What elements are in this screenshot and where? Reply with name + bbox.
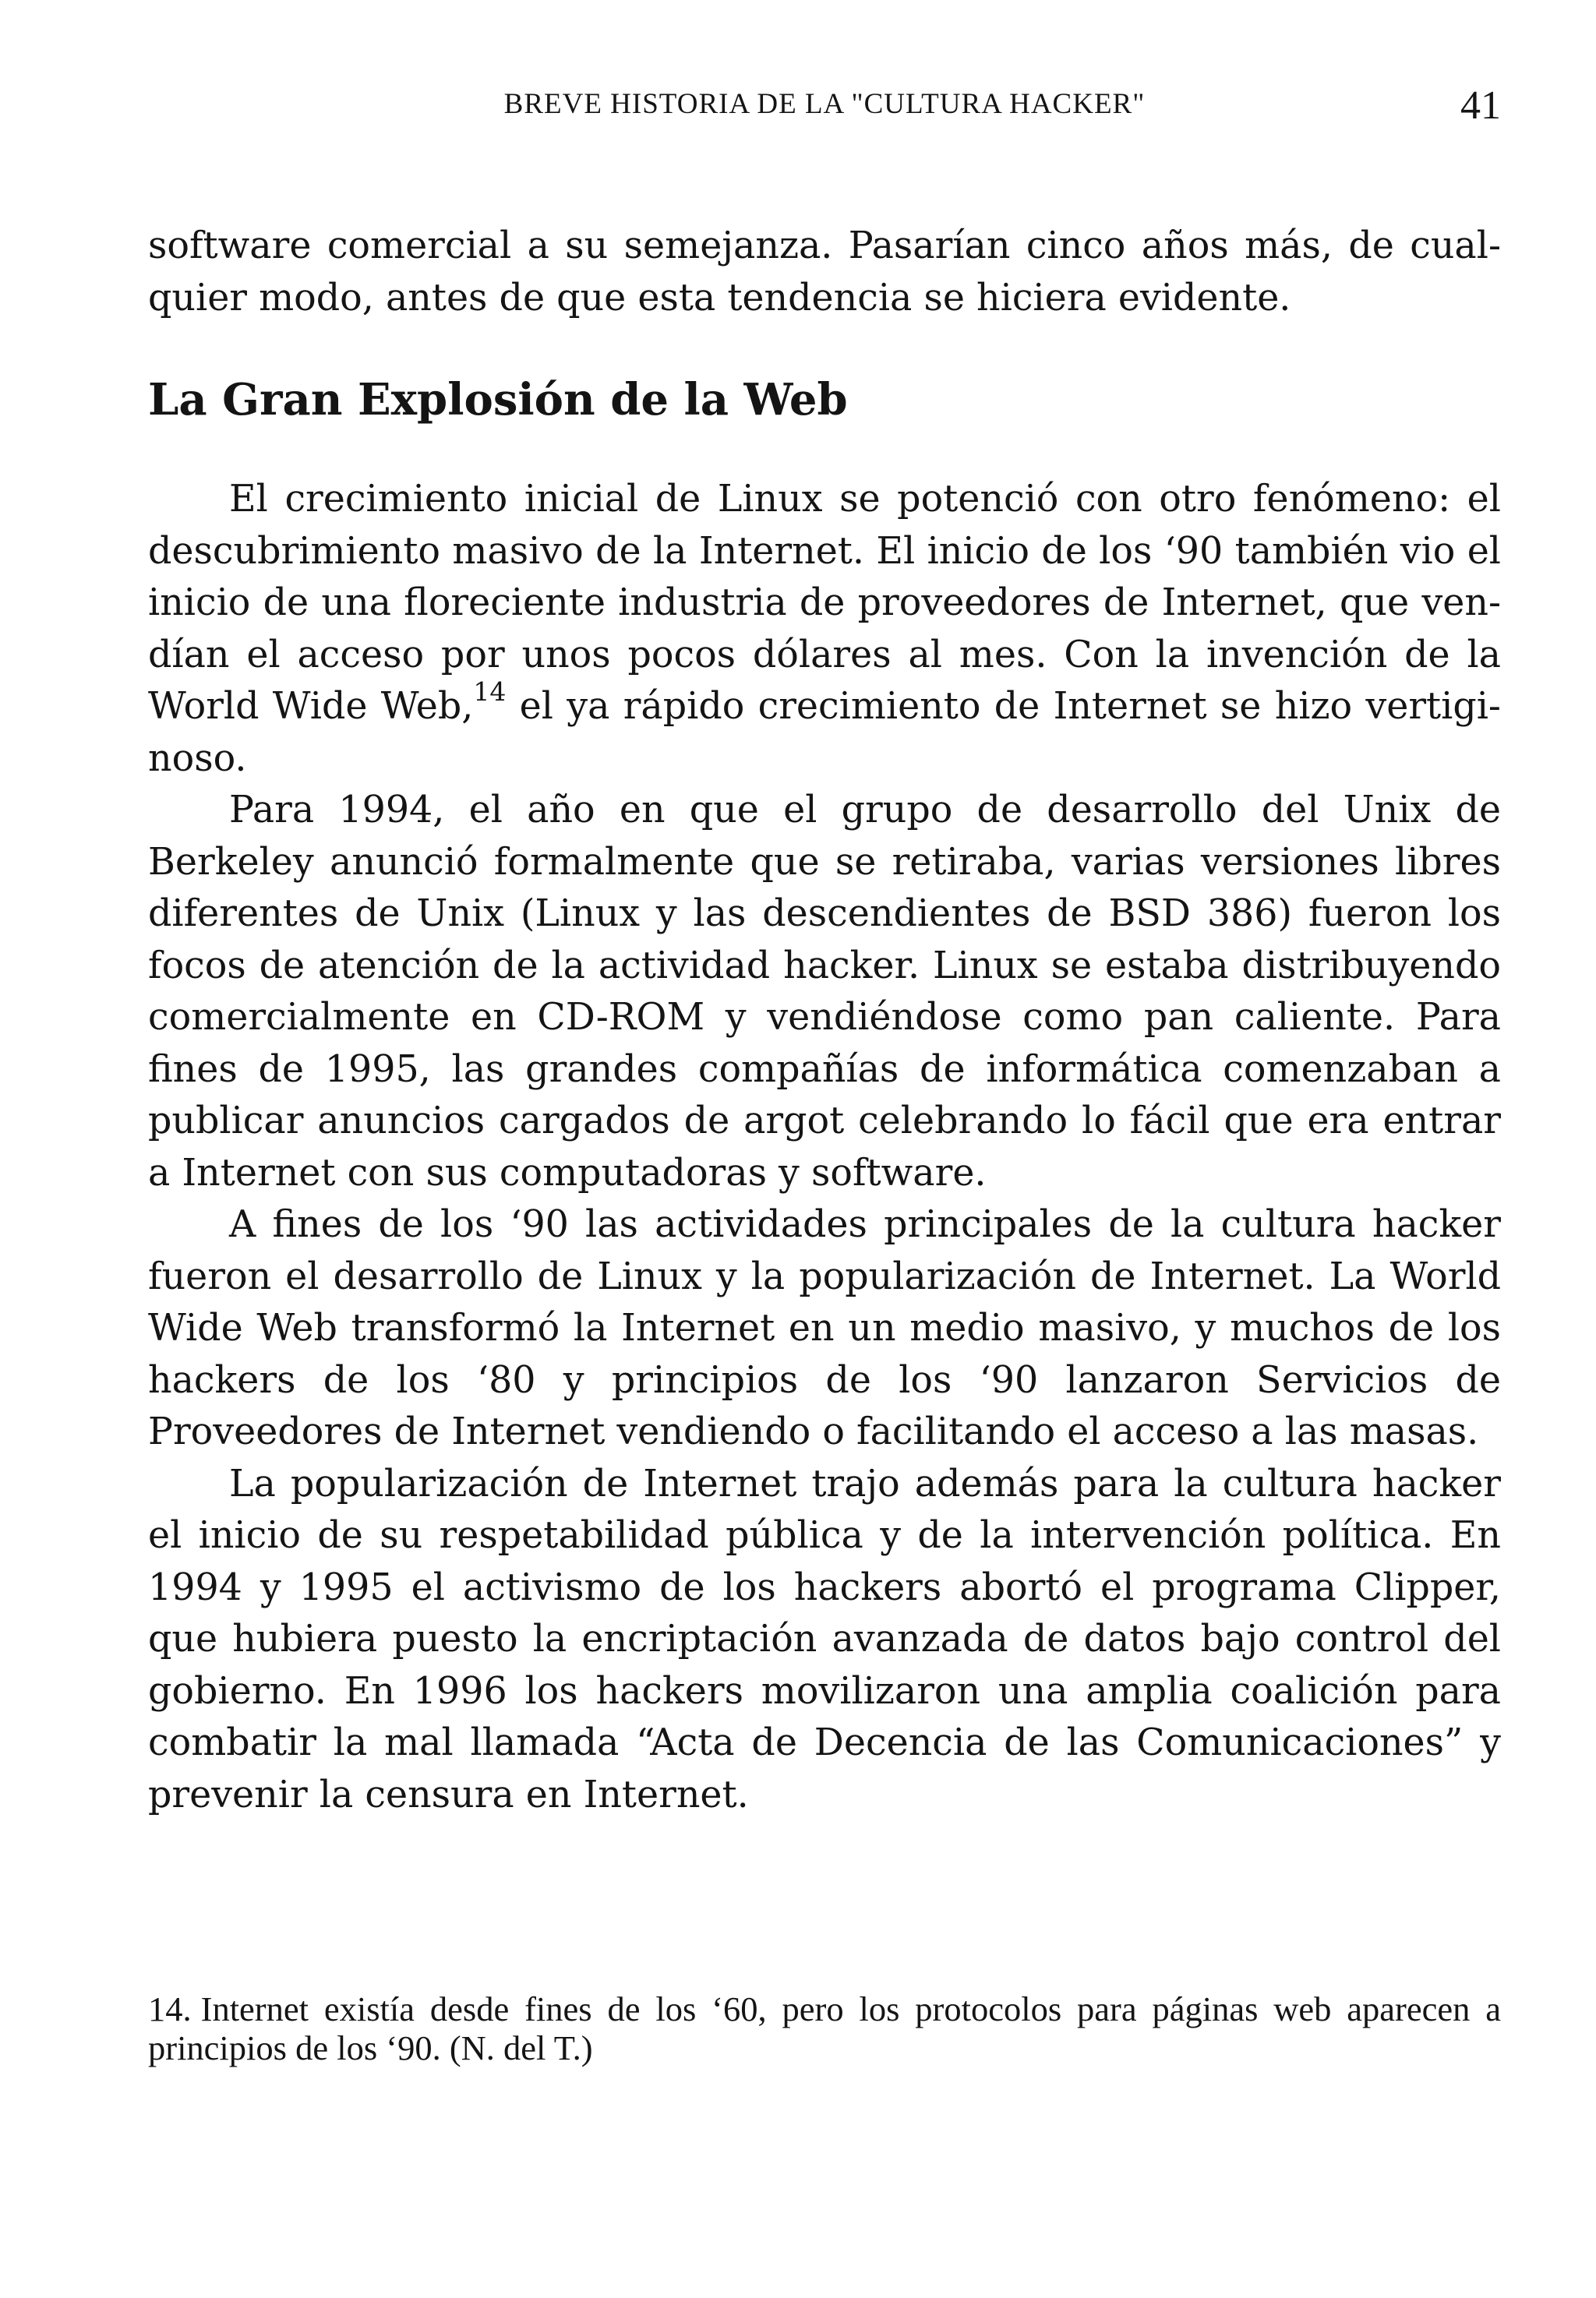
footnote-text: Internet existía desde fines de los ‘60, pero los protocolos para páginas web aparecen a principios de los ‘90. (N. del T.) [148,1989,1501,2067]
main-text [148,221,1501,1821]
footnote-number: 14. [148,1989,192,2028]
footnote [148,1989,1501,2067]
running-title: BREVE HISTORIA DE LA "CULTURA HACKER" [503,88,1146,120]
paragraph-continued: software comercial a su semejanza. Pasarían cinco años más, de cualquier modo, antes de que esta tendencia se hiciera evidente. [148,224,1501,319]
paragraph-1 [148,474,1501,785]
running-head [148,83,1501,134]
paragraph-2: Para 1994, el año en que el grupo de desarrollo del Unix de Berkeley anunció formalmente que se retiraba, varias versiones libres diferentes de Unix (Linux y las descendientes de BSD 386) fueron los focos de atención de la actividad hacker. Linux se estaba distribuyendo comercialmente en CD-ROM y vendiéndose como pan caliente. Para fines de 1995, las grandes compañías de informática comenzaban a publicar anuncios cargados de argot celebrando lo fácil que era entrar a Internet con sus computadoras y software. [148,789,1501,1195]
page-number: 41 [1460,83,1501,128]
paragraph-3: A fines de los ‘90 las actividades principales de la cultura hacker fueron el desarrollo de Linux y la popularización de Internet. La World Wide Web transformó la Internet en un medio masivo, y muchos de los hackers de los ‘80 y principios de los ‘90 lanzaron Servicios de Proveedores de Internet vendiendo o facilitando el acceso a las masas. [148,1203,1501,1453]
footnote-reference[interactable]: 14 [473,676,507,707]
section-heading: La Gran Explosión de la Web [148,374,848,425]
paragraph-4: La popularización de Internet trajo además para la cultura hacker el inicio de su respetabilidad pública y de la intervención política. En 1994 y 1995 el activismo de los hackers abortó el programa Clipper, que hubiera puesto la encriptación avanzada de datos bajo control del gobierno. En 1996 los hackers movilizaron una amplia coalición para combatir la mal llamada “Acta de Decencia de las Comunicaciones” y prevenir la censura en Internet. [148,1462,1501,1816]
paragraph-1-text-end: el ya rápido crecimiento de Internet se hizo vertiginoso. [148,685,1501,780]
paragraph-1-text-start: El crecimiento inicial de Linux se potenció con otro fenómeno: el descubrimiento masivo de la Internet. El inicio de los ‘90 también vio el inicio de una floreciente industria de proveedores de Internet, que vendían el acceso por unos pocos dólares al mes. Con la invención de la World Wide Web, [148,478,1501,728]
